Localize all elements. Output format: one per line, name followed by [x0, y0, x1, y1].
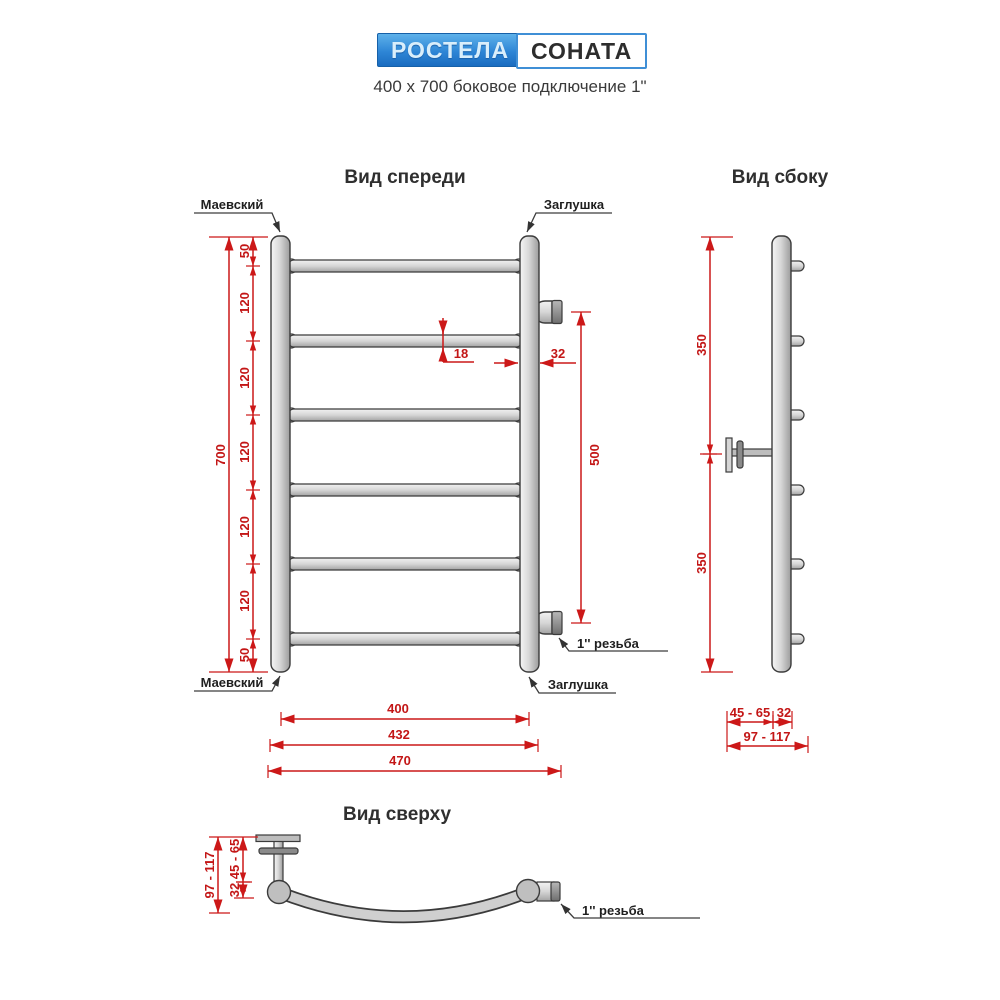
top-left-post-section	[268, 881, 291, 904]
dim-front-432: 432	[388, 727, 410, 742]
top-wall-bracket	[256, 835, 300, 886]
dim-side-45-65: 45 - 65	[729, 705, 771, 720]
front-view-title: Вид спереди	[344, 167, 466, 188]
dim-side-32: 32	[776, 705, 792, 720]
dim-top-45-65: 45 - 65	[227, 838, 242, 880]
top-fitting	[537, 882, 560, 901]
label-plug-bottom: Заглушка	[547, 677, 609, 692]
brand-logo-rostela: РОСТЕЛА	[377, 33, 523, 67]
dim-front-chain-1: 120	[237, 292, 252, 314]
dim-front-chain-6: 50	[237, 647, 252, 663]
brand-logo-sonata: СОНАТА	[516, 33, 647, 69]
product-subtitle: 400 x 700 боковое подключение 1"	[373, 77, 647, 96]
dim-front-chain-4: 120	[237, 516, 252, 538]
dim-front-chain-0: 50	[237, 243, 252, 259]
dim-front-500: 500	[587, 444, 602, 466]
top-right-post-section	[517, 880, 540, 903]
front-bars	[284, 259, 526, 646]
dim-side-350-upper: 350	[694, 334, 709, 356]
dim-front-700: 700	[213, 444, 228, 466]
top-view-title: Вид сверху	[342, 804, 452, 825]
front-view-drawing	[194, 213, 668, 778]
dim-front-chain-3: 120	[237, 441, 252, 463]
label-maevsky-bottom: Маевский	[200, 675, 264, 690]
dim-top-97-117: 97 - 117	[202, 851, 217, 899]
dim-side-350-lower: 350	[694, 552, 709, 574]
label-plug-top: Заглушка	[543, 197, 605, 212]
top-curved-bar	[281, 892, 528, 917]
dim-top-32: 32	[227, 882, 242, 898]
dim-front-chain-2: 120	[237, 367, 252, 389]
side-wall-bracket	[726, 438, 773, 472]
dim-front-400: 400	[387, 701, 409, 716]
dim-front-470: 470	[389, 753, 411, 768]
top-thread-leader	[561, 904, 700, 918]
side-view-drawing	[694, 236, 808, 753]
side-view-title: Вид сбоку	[731, 167, 829, 188]
dim-front-18: 18	[453, 346, 469, 361]
front-left-post	[271, 236, 290, 672]
top-dimensions	[202, 837, 258, 913]
front-right-post	[520, 236, 539, 672]
label-thread-top: 1'' резьба	[582, 903, 644, 918]
label-maevsky-top: Маевский	[200, 197, 264, 212]
top-view-drawing	[202, 835, 700, 918]
dim-front-chain-5: 120	[237, 590, 252, 612]
side-post	[772, 236, 791, 672]
dim-front-32: 32	[550, 346, 566, 361]
label-thread-front: 1'' резьба	[577, 636, 639, 651]
dim-side-97-117: 97 - 117	[743, 729, 791, 744]
